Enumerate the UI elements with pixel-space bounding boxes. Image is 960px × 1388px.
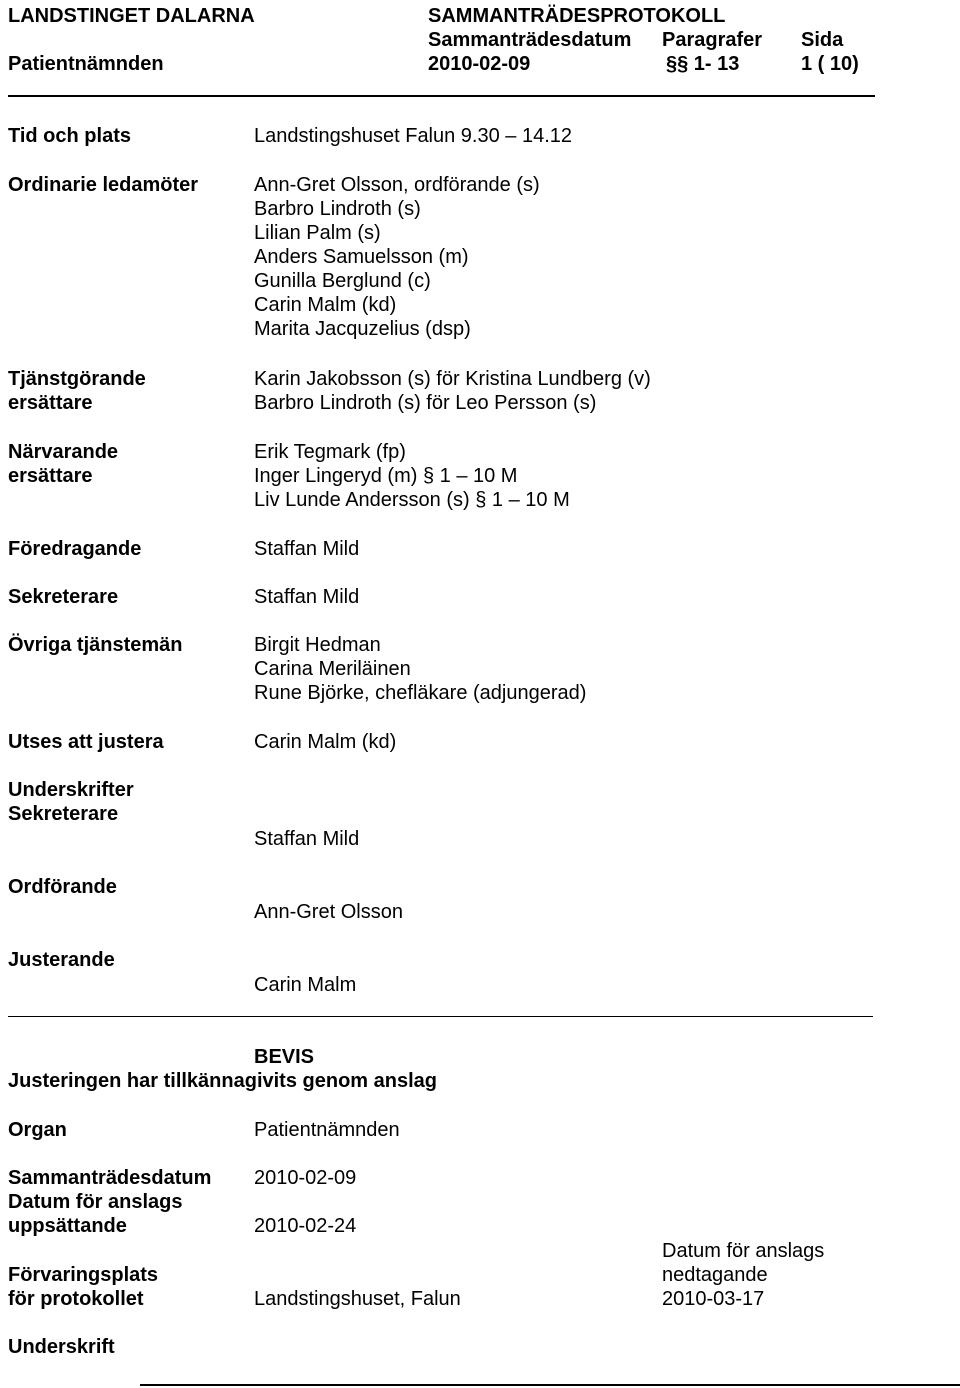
paragraphs-label: Paragrafer: [662, 29, 763, 51]
signature-secretary-name: Staffan Mild: [254, 828, 360, 850]
removed-date: 2010-03-17: [662, 1288, 765, 1310]
posted-date: 2010-02-24: [254, 1215, 357, 1237]
committee-name: Patientnämnden: [8, 53, 164, 75]
time-place: Landstingshuset Falun 9.30 – 14.12: [254, 125, 573, 147]
storage-place: Landstingshuset, Falun: [254, 1288, 461, 1310]
page-label: Sida: [801, 29, 844, 51]
serving-subs-label-2: ersättare: [8, 392, 93, 414]
signatures-heading: Underskrifter: [8, 779, 134, 801]
presenter-label: Föredragande: [8, 538, 142, 560]
other-officials-label: Övriga tjänstemän: [8, 634, 183, 656]
serving-sub-item: Barbro Lindroth (s) för Leo Persson (s): [254, 392, 597, 414]
certificate-title: BEVIS: [254, 1046, 315, 1068]
signature-chair-name: Ann-Gret Olsson: [254, 901, 403, 923]
present-sub-item: Inger Lingeryd (m) § 1 – 10 M: [254, 465, 518, 487]
removed-date-label: Datum för anslags: [662, 1240, 825, 1262]
member-item: Barbro Lindroth (s): [254, 198, 421, 220]
adjuster-label: Utses att justera: [8, 731, 164, 753]
serving-sub-item: Karin Jakobsson (s) för Kristina Lundberg (v): [254, 368, 651, 390]
protocol-title: SAMMANTRÄDESPROTOKOLL: [428, 5, 726, 27]
signature-adjuster-name: Carin Malm: [254, 974, 357, 996]
time-place-label: Tid och plats: [8, 125, 131, 147]
posted-date-label: Datum för anslags: [8, 1191, 183, 1213]
organ-value: Patientnämnden: [254, 1119, 400, 1141]
paragraphs: §§ 1- 13: [666, 53, 740, 75]
cert-meeting-date: 2010-02-09: [254, 1167, 357, 1189]
member-item: Anders Samuelsson (m): [254, 246, 469, 268]
signature-label: Underskrift: [8, 1336, 115, 1358]
signature-secretary-label: Sekreterare: [8, 803, 119, 825]
certificate-subtitle: Justeringen har tillkännagivits genom anslag: [8, 1070, 437, 1092]
meeting-date: 2010-02-09: [428, 53, 531, 75]
organ-label: Organ: [8, 1119, 67, 1141]
storage-label: Förvaringsplats: [8, 1264, 159, 1286]
official-item: Carina Meriläinen: [254, 658, 411, 680]
posted-date-label-2: uppsättande: [8, 1215, 127, 1237]
members-label: Ordinarie ledamöter: [8, 174, 199, 196]
serving-subs-label: Tjänstgörande: [8, 368, 146, 390]
meeting-date-label: Sammanträdesdatum: [428, 29, 632, 51]
member-item: Carin Malm (kd): [254, 294, 397, 316]
member-item: Ann-Gret Olsson, ordförande (s): [254, 174, 540, 196]
header-divider: [8, 95, 875, 97]
presenter-name: Staffan Mild: [254, 538, 360, 560]
present-sub-item: Erik Tegmark (fp): [254, 441, 406, 463]
signature-adjuster-label: Justerande: [8, 949, 115, 971]
cert-meeting-date-label: Sammanträdesdatum: [8, 1167, 212, 1189]
signature-chair-label: Ordförande: [8, 876, 117, 898]
official-item: Rune Björke, chefläkare (adjungerad): [254, 682, 587, 704]
adjuster-name: Carin Malm (kd): [254, 731, 397, 753]
present-sub-item: Liv Lunde Andersson (s) § 1 – 10 M: [254, 489, 570, 511]
page-number: 1 ( 10): [801, 53, 859, 75]
org-name: LANDSTINGET DALARNA: [8, 5, 255, 27]
member-item: Marita Jacquzelius (dsp): [254, 318, 471, 340]
present-subs-label: Närvarande: [8, 441, 119, 463]
section-divider: [8, 1016, 873, 1017]
removed-date-label-2: nedtagande: [662, 1264, 768, 1286]
secretary-label: Sekreterare: [8, 586, 119, 608]
signature-line: [140, 1384, 960, 1386]
member-item: Gunilla Berglund (c): [254, 270, 431, 292]
member-item: Lilian Palm (s): [254, 222, 381, 244]
present-subs-label-2: ersättare: [8, 465, 93, 487]
secretary-name: Staffan Mild: [254, 586, 360, 608]
official-item: Birgit Hedman: [254, 634, 381, 656]
storage-label-2: för protokollet: [8, 1288, 144, 1310]
